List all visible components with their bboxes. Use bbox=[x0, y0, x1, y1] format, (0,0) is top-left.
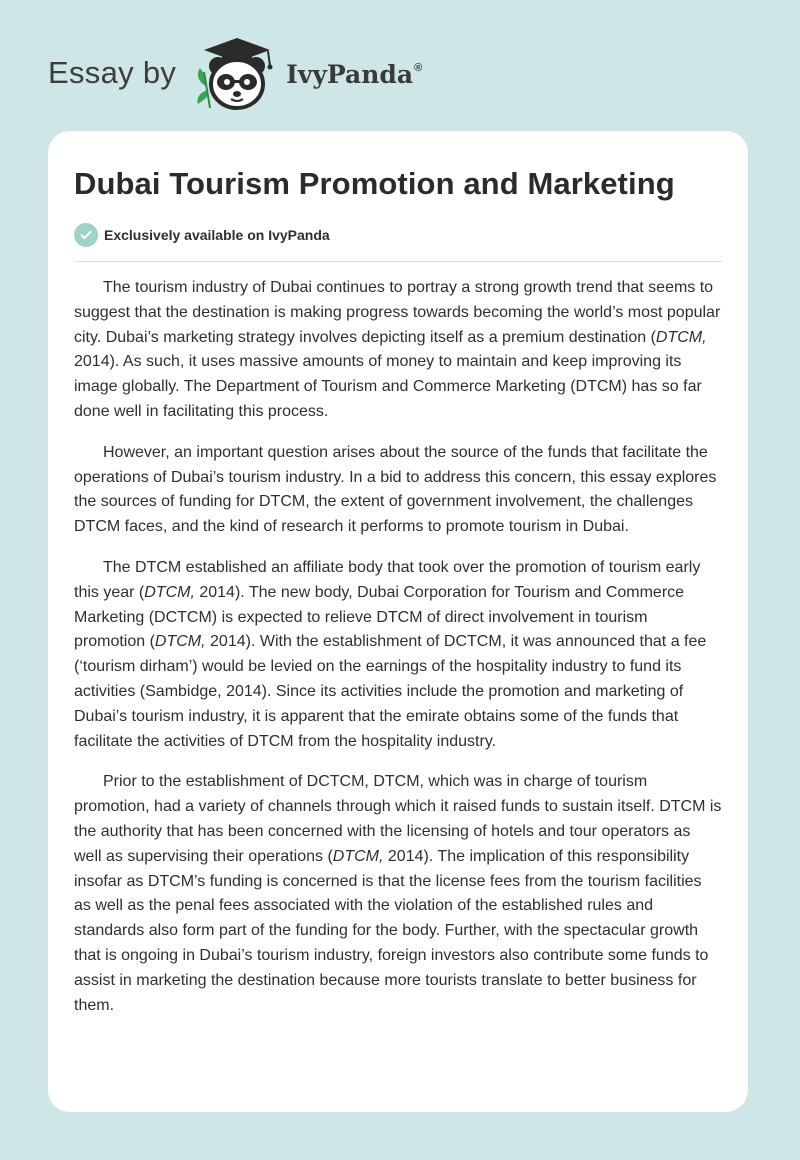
body-paragraph bbox=[74, 276, 722, 425]
citation-text: DTCM, bbox=[332, 847, 384, 865]
citation-text: DTCM, bbox=[154, 633, 206, 651]
page-title: Dubai Tourism Promotion and Marketing bbox=[74, 166, 675, 201]
divider bbox=[74, 261, 722, 262]
citation-text: DTCM, bbox=[144, 583, 195, 601]
badge-text: Exclusively available on IvyPanda bbox=[104, 227, 330, 243]
paragraph-text: 2014). As such, it uses massive amounts of money to maintain and keep improving its image globally. The Department of Tourism and Commerce Marketing (DTCM) has so far done well in facilitating this process. bbox=[74, 353, 702, 420]
body-paragraph bbox=[74, 556, 722, 754]
paragraph-text: The DTCM established an affiliate body that took over the promotion of tourism early this year ( bbox=[74, 558, 701, 601]
essay-body bbox=[74, 276, 722, 1018]
paragraph-text: Prior to the establishment of DCTCM, DTCM, which was in charge of tourism promotion, had a variety of channels through which it raised funds to sustain itself. DTCM is the authority that has been concerned with the licensing of hotels and tour operators as well as supervising their operations ( bbox=[74, 773, 722, 865]
exclusive-badge bbox=[74, 223, 722, 247]
citation-text: DTCM, bbox=[655, 328, 707, 346]
paragraph-text: The tourism industry of Dubai continues to portray a strong growth trend that seems to suggest that the destination is making progress towards becoming the world’s most popular city. Dubai’s marketing strategy involves depicting itself as a premium destination ( bbox=[74, 279, 721, 346]
paragraph-text: 2014). With the establishment of DCTCM, it was announced that a fee (‘tourism dirham’) would be levied on the earnings of the hospitality industry to fund its activities (Sambidge, 2014). Since its activities include the promotion and marketing of Dubai’s tourism industry, it is apparent that the emirate obtains some of the funds that facilitate the activities of DTCM from the hospitality industry. bbox=[74, 633, 707, 750]
check-circle-icon bbox=[74, 223, 98, 247]
essay-card bbox=[48, 131, 748, 1112]
paragraph-text: 2014). The new body, Dubai Corporation for Tourism and Commerce Marketing (DCTCM) is expected to relieve DTCM of direct involvement in tourism promotion ( bbox=[74, 583, 685, 651]
paragraph-text: However, an important question arises about the source of the funds that facilitate the operations of Dubai’s tourism industry. In a bid to address this concern, this essay explores the sources of funding for DTCM, the extent of government involvement, the challenges DTCM faces, and the kind of research it performs to promote tourism in Dubai. bbox=[74, 443, 717, 536]
brand-name-text: IvyPanda bbox=[286, 59, 414, 89]
paragraph-text: 2014). The implication of this responsibility insofar as DTCM’s funding is concerned is that the license fees from the tourism facilities as well as the penal fees associated with the violation of the established rules and standards also form part of the funding for the body. Further, with the spectacular growth that is ongoing in Dubai’s tourism industry, foreign investors also contribute some funds to assist in marketing the destination because more tourists translate to better business for them. bbox=[74, 847, 709, 1014]
site-header bbox=[48, 32, 422, 112]
registered-mark: ® bbox=[414, 61, 423, 74]
brand-name[interactable] bbox=[286, 60, 422, 89]
body-paragraph bbox=[74, 770, 722, 1018]
body-paragraph bbox=[74, 441, 722, 540]
brand-prefix: Essay by bbox=[48, 55, 177, 90]
panda-graduate-icon[interactable] bbox=[190, 32, 286, 112]
